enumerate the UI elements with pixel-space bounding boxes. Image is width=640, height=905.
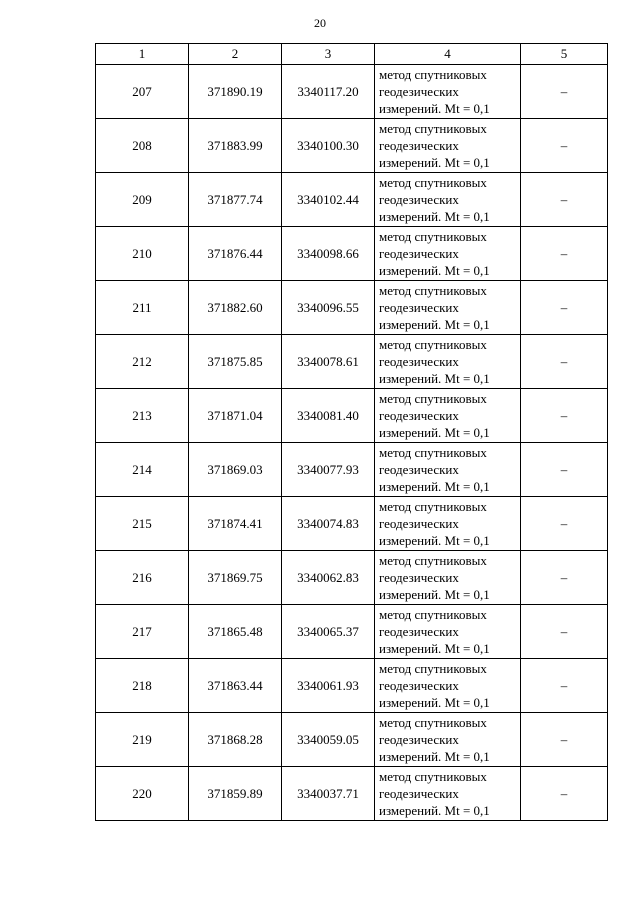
x-coordinate-cell: 371875.85: [189, 335, 282, 389]
method-line: измерений. Mt = 0,1: [379, 101, 490, 116]
point-number-cell: 211: [96, 281, 189, 335]
point-number-cell: 218: [96, 659, 189, 713]
point-number-cell: 209: [96, 173, 189, 227]
table-row: [96, 551, 608, 605]
method-line: метод спутниковых: [379, 67, 487, 82]
method-cell: [375, 389, 521, 443]
x-coordinate-cell: 371890.19: [189, 65, 282, 119]
point-number-cell: 210: [96, 227, 189, 281]
method-line: метод спутниковых: [379, 283, 487, 298]
method-line: геодезических: [379, 192, 459, 207]
method-line: измерений. Mt = 0,1: [379, 533, 490, 548]
point-number-cell: 217: [96, 605, 189, 659]
column-header-3: 3: [282, 44, 375, 65]
method-cell: [375, 119, 521, 173]
method-line: измерений. Mt = 0,1: [379, 155, 490, 170]
method-line: измерений. Mt = 0,1: [379, 641, 490, 656]
method-line: измерений. Mt = 0,1: [379, 479, 490, 494]
method-line: метод спутниковых: [379, 175, 487, 190]
table-body: [96, 65, 608, 821]
column-header-4: 4: [375, 44, 521, 65]
method-line: измерений. Mt = 0,1: [379, 695, 490, 710]
method-cell: [375, 443, 521, 497]
x-coordinate-cell: 371869.75: [189, 551, 282, 605]
point-number-cell: 212: [96, 335, 189, 389]
point-number-cell: 219: [96, 713, 189, 767]
x-coordinate-cell: 371859.89: [189, 767, 282, 821]
method-line: геодезических: [379, 516, 459, 531]
method-cell: [375, 605, 521, 659]
column-5-cell: –: [521, 119, 608, 173]
y-coordinate-cell: 3340117.20: [282, 65, 375, 119]
method-line: геодезических: [379, 678, 459, 693]
table-header-row: [96, 44, 608, 65]
table-row: [96, 65, 608, 119]
method-cell: [375, 65, 521, 119]
method-line: измерений. Mt = 0,1: [379, 749, 490, 764]
table-row: [96, 659, 608, 713]
x-coordinate-cell: 371871.04: [189, 389, 282, 443]
column-5-cell: –: [521, 173, 608, 227]
point-number-cell: 208: [96, 119, 189, 173]
method-line: геодезических: [379, 246, 459, 261]
method-cell: [375, 227, 521, 281]
method-cell: [375, 497, 521, 551]
x-coordinate-cell: 371869.03: [189, 443, 282, 497]
method-line: геодезических: [379, 354, 459, 369]
y-coordinate-cell: 3340078.61: [282, 335, 375, 389]
method-line: геодезических: [379, 408, 459, 423]
point-number-cell: 214: [96, 443, 189, 497]
method-line: геодезических: [379, 138, 459, 153]
x-coordinate-cell: 371876.44: [189, 227, 282, 281]
method-line: метод спутниковых: [379, 607, 487, 622]
column-header-5: 5: [521, 44, 608, 65]
column-5-cell: –: [521, 659, 608, 713]
column-5-cell: –: [521, 389, 608, 443]
y-coordinate-cell: 3340102.44: [282, 173, 375, 227]
method-line: геодезических: [379, 300, 459, 315]
column-5-cell: –: [521, 767, 608, 821]
method-line: измерений. Mt = 0,1: [379, 263, 490, 278]
y-coordinate-cell: 3340074.83: [282, 497, 375, 551]
coordinates-table: [95, 43, 608, 821]
method-line: метод спутниковых: [379, 391, 487, 406]
column-header-1: 1: [96, 44, 189, 65]
table-row: [96, 605, 608, 659]
method-line: измерений. Mt = 0,1: [379, 425, 490, 440]
point-number-cell: 207: [96, 65, 189, 119]
column-5-cell: –: [521, 335, 608, 389]
method-line: метод спутниковых: [379, 661, 487, 676]
method-line: измерений. Mt = 0,1: [379, 209, 490, 224]
method-cell: [375, 713, 521, 767]
method-line: геодезических: [379, 462, 459, 477]
column-5-cell: –: [521, 497, 608, 551]
table-row: [96, 767, 608, 821]
method-line: геодезических: [379, 732, 459, 747]
point-number-cell: 215: [96, 497, 189, 551]
column-5-cell: –: [521, 227, 608, 281]
table-row: [96, 173, 608, 227]
y-coordinate-cell: 3340077.93: [282, 443, 375, 497]
column-5-cell: –: [521, 65, 608, 119]
method-line: метод спутниковых: [379, 445, 487, 460]
column-5-cell: –: [521, 551, 608, 605]
table-row: [96, 281, 608, 335]
x-coordinate-cell: 371868.28: [189, 713, 282, 767]
column-5-cell: –: [521, 443, 608, 497]
method-line: геодезических: [379, 84, 459, 99]
x-coordinate-cell: 371874.41: [189, 497, 282, 551]
method-line: метод спутниковых: [379, 715, 487, 730]
method-line: метод спутниковых: [379, 769, 487, 784]
point-number-cell: 220: [96, 767, 189, 821]
y-coordinate-cell: 3340061.93: [282, 659, 375, 713]
x-coordinate-cell: 371865.48: [189, 605, 282, 659]
method-line: измерений. Mt = 0,1: [379, 371, 490, 386]
column-header-2: 2: [189, 44, 282, 65]
method-line: геодезических: [379, 786, 459, 801]
y-coordinate-cell: 3340100.30: [282, 119, 375, 173]
table-row: [96, 497, 608, 551]
x-coordinate-cell: 371883.99: [189, 119, 282, 173]
table-row: [96, 119, 608, 173]
method-line: измерений. Mt = 0,1: [379, 803, 490, 818]
table-row: [96, 335, 608, 389]
y-coordinate-cell: 3340081.40: [282, 389, 375, 443]
y-coordinate-cell: 3340059.05: [282, 713, 375, 767]
method-line: метод спутниковых: [379, 121, 487, 136]
method-line: измерений. Mt = 0,1: [379, 587, 490, 602]
method-cell: [375, 767, 521, 821]
method-cell: [375, 335, 521, 389]
method-line: геодезических: [379, 624, 459, 639]
method-line: метод спутниковых: [379, 337, 487, 352]
column-5-cell: –: [521, 281, 608, 335]
x-coordinate-cell: 371863.44: [189, 659, 282, 713]
point-number-cell: 216: [96, 551, 189, 605]
y-coordinate-cell: 3340096.55: [282, 281, 375, 335]
point-number-cell: 213: [96, 389, 189, 443]
y-coordinate-cell: 3340065.37: [282, 605, 375, 659]
table-row: [96, 389, 608, 443]
method-line: метод спутниковых: [379, 553, 487, 568]
method-cell: [375, 173, 521, 227]
column-5-cell: –: [521, 713, 608, 767]
table-row: [96, 227, 608, 281]
method-cell: [375, 659, 521, 713]
method-cell: [375, 281, 521, 335]
page-number: 20: [314, 16, 326, 30]
x-coordinate-cell: 371877.74: [189, 173, 282, 227]
column-5-cell: –: [521, 605, 608, 659]
table-row: [96, 443, 608, 497]
table-row: [96, 713, 608, 767]
method-line: геодезических: [379, 570, 459, 585]
y-coordinate-cell: 3340098.66: [282, 227, 375, 281]
x-coordinate-cell: 371882.60: [189, 281, 282, 335]
method-line: измерений. Mt = 0,1: [379, 317, 490, 332]
method-cell: [375, 551, 521, 605]
method-line: метод спутниковых: [379, 499, 487, 514]
method-line: метод спутниковых: [379, 229, 487, 244]
y-coordinate-cell: 3340062.83: [282, 551, 375, 605]
y-coordinate-cell: 3340037.71: [282, 767, 375, 821]
